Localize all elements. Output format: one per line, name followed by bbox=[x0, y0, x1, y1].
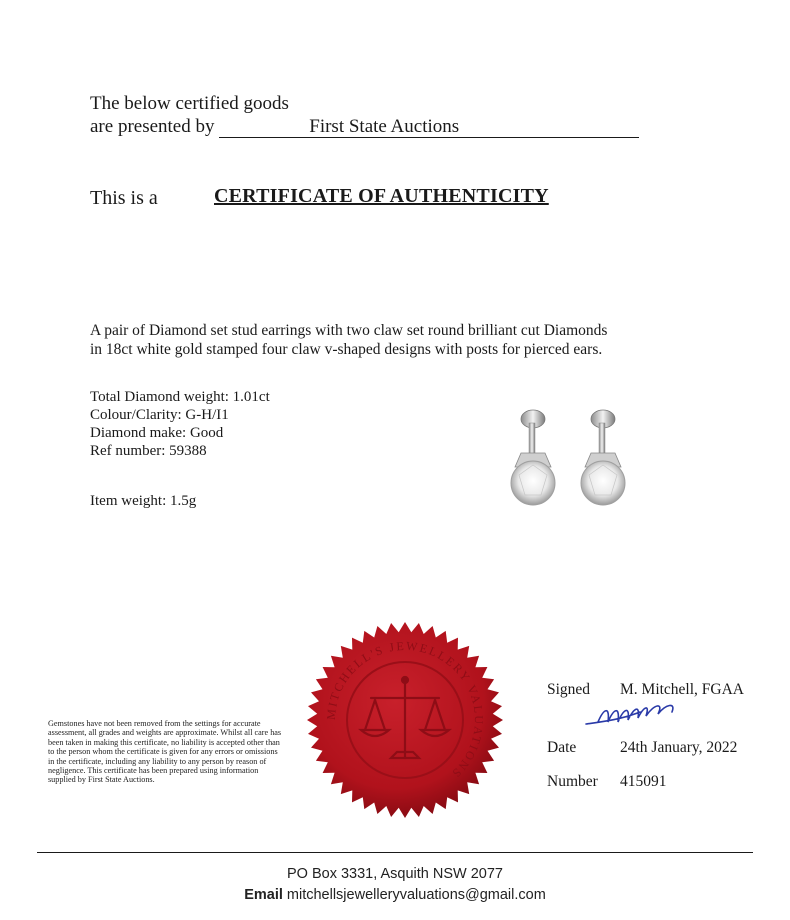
presenter-name: First State Auctions bbox=[219, 117, 639, 138]
certificate-title: CERTIFICATE OF AUTHENTICITY bbox=[214, 185, 549, 207]
wax-seal bbox=[305, 620, 505, 820]
earrings-photo bbox=[495, 405, 640, 515]
email-label: Email bbox=[244, 887, 283, 903]
this-is-label: This is a bbox=[90, 187, 158, 209]
disclaimer-text: Gemstones have not been removed from the settings for accurate assessment, all grades and weights are approximate. Whilst all care has been taken in making this certificate, no liability is accepted other than to the person whom the certificate is given for any errors or omissions in the certificate, including any liability to any person by reason of negligence. This certificate has been prepared using information supplied by First State Auctions. bbox=[48, 719, 282, 785]
presented-by-line bbox=[90, 116, 639, 138]
ref-number: Ref number: 59388 bbox=[90, 443, 207, 459]
presented-by-label: are presented by bbox=[90, 116, 215, 137]
signed-label: Signed bbox=[547, 681, 591, 698]
number-label: Number bbox=[547, 773, 598, 790]
footer-address: PO Box 3331, Asquith NSW 2077 bbox=[286, 866, 503, 882]
footer-divider bbox=[37, 852, 753, 853]
item-description bbox=[90, 321, 710, 359]
description-line-1: A pair of Diamond set stud earrings with two claw set round brilliant cut Diamonds bbox=[90, 322, 608, 339]
certificate-number: 415091 bbox=[620, 773, 667, 790]
item-weight: Item weight: 1.5g bbox=[90, 493, 197, 509]
colour-clarity: Colour/Clarity: G-H/I1 bbox=[90, 407, 229, 423]
email-address: mitchellsjewelleryvaluations@gmail.com bbox=[286, 887, 546, 903]
date-value: 24th January, 2022 bbox=[620, 739, 738, 756]
right-earring bbox=[581, 410, 625, 505]
intro-line: The below certified goods bbox=[90, 93, 289, 114]
description-line-2: in 18ct white gold stamped four claw v-shaped designs with posts for pierced ears. bbox=[90, 341, 603, 358]
diamond-make: Diamond make: Good bbox=[90, 425, 224, 441]
total-diamond-weight: Total Diamond weight: 1.01ct bbox=[90, 389, 270, 405]
handwritten-signature bbox=[580, 698, 690, 730]
left-earring bbox=[511, 410, 555, 505]
seal-text: MITCHELL'S JEWELLERY VALUATIONS bbox=[323, 638, 487, 782]
signer-name: M. Mitchell, FGAA bbox=[620, 681, 744, 698]
date-label: Date bbox=[547, 739, 577, 756]
footer-email-line bbox=[0, 887, 790, 903]
